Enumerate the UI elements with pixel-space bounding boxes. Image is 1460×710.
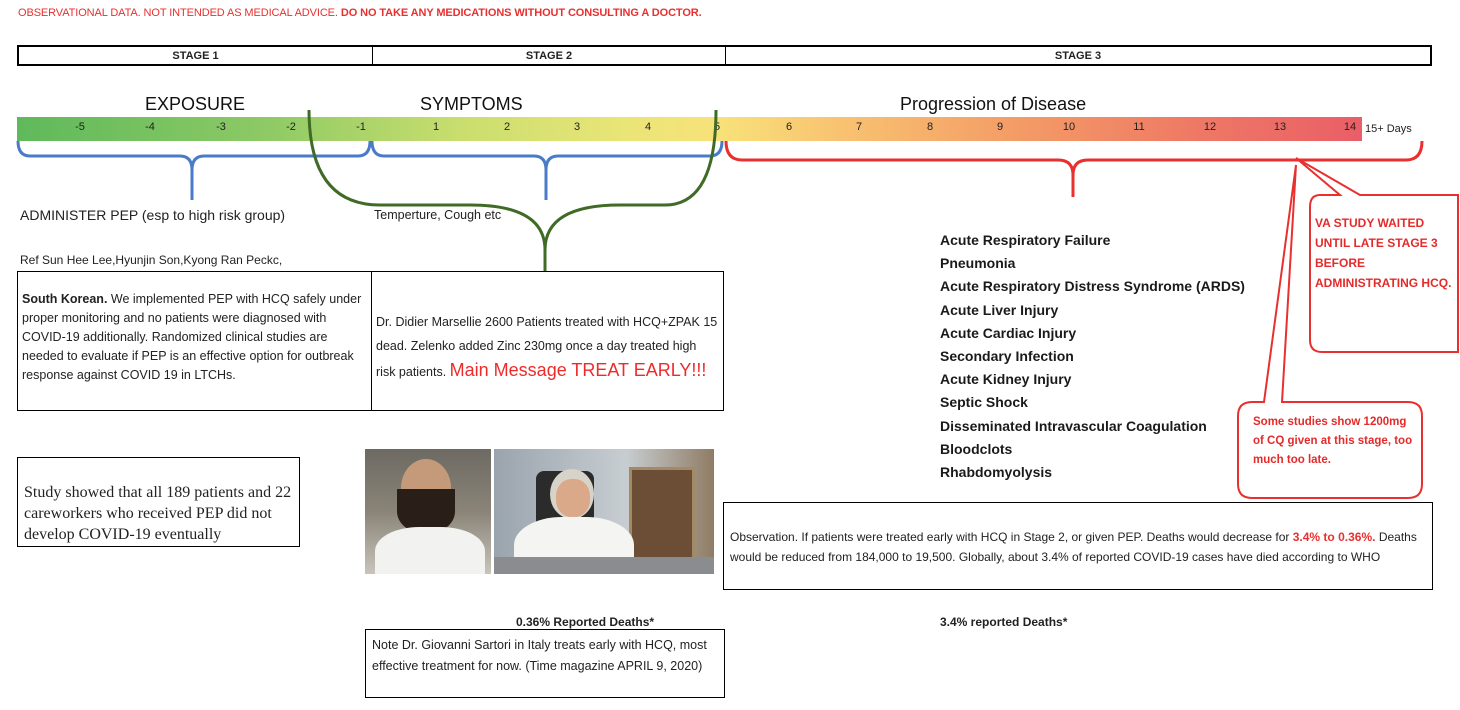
timeline-tick: 6 <box>785 121 793 133</box>
sartori-note-text: Note Dr. Giovanni Sartori in Italy treats early with HCQ, most effective treatment for now. (Time magazine APRIL 9, 2020) <box>372 638 707 673</box>
timeline-tick: 2 <box>503 121 511 133</box>
timeline-tick: 5 <box>713 121 721 133</box>
va-callout-text: VA STUDY WAITED UNTIL LATE STAGE 3 BEFORE ADMINISTRATING HCQ. <box>1315 216 1452 290</box>
condition-item: Acute Liver Injury <box>940 301 1059 318</box>
observation-highlight: 3.4% to 0.36%. <box>1292 530 1376 544</box>
reference-authors: Ref Sun Hee Lee,Hyunjin Son,Kyong Ran Peckc, <box>20 253 283 267</box>
administer-pep-label: ADMINISTER PEP (esp to high risk group) <box>20 207 286 223</box>
condition-item: Acute Kidney Injury <box>940 371 1072 388</box>
observation-text-before: Observation. If patients were treated early with HCQ in Stage 2, or given PEP. Deaths would decrease for <box>730 530 1290 544</box>
phase-progression: Progression of Disease <box>900 94 1087 114</box>
disclaimer-bold: DO NO TAKE ANY MEDICATIONS WITHOUT CONSULTING A DOCTOR. <box>340 7 702 19</box>
marseille-text: Dr. Didier Marsellie 2600 Patients treated with HCQ+ZPAK 15 dead. Zelenko added Zinc 230mg once a day treated high risk patients. <box>376 315 718 379</box>
sartori-note-box <box>365 629 725 698</box>
stage-3-header: STAGE 3 <box>1054 49 1102 62</box>
phase-symptoms: SYMPTOMS <box>420 94 523 114</box>
stage-1-bracket <box>18 141 370 200</box>
stage-1-header: STAGE 1 <box>19 47 373 64</box>
timeline-tick: 4 <box>644 121 652 133</box>
marseille-box <box>371 271 724 411</box>
timeline-tick: 12 <box>1203 121 1217 133</box>
south-korea-text: We implemented PEP with HCQ safely under proper monitoring and no patients were diagnosed with COVID-19 additionally. Randomized clinical studies are needed to evaluate if PEP is an effective option for outbreak response against COVID 19 in LTCHs. <box>22 292 362 382</box>
disclaimer-normal: OBSERVATIONAL DATA. NOT INTENDED AS MEDICAL ADVICE. <box>18 7 338 19</box>
timeline-tick: 14 <box>1343 121 1357 133</box>
stage-3-bracket <box>726 141 1422 197</box>
timeline-tick: -5 <box>75 121 85 133</box>
condition-item: Acute Respiratory Distress Syndrome (ARDS) <box>940 278 1245 295</box>
condition-item: Disseminated Intravascular Coagulation <box>940 417 1207 434</box>
timeline-tick: 8 <box>926 121 934 133</box>
condition-item: Secondary Infection <box>940 348 1074 365</box>
study-box <box>17 457 300 547</box>
cq-callout-text: Some studies show 1200mg of CQ given at this stage, too much too late. <box>1253 416 1413 466</box>
stage-2-bracket <box>372 141 722 200</box>
phase-exposure: EXPOSURE <box>145 94 246 114</box>
south-korea-heading: South Korean. <box>22 292 108 306</box>
timeline-tick: 13 <box>1273 121 1287 133</box>
timeline-tick: 11 <box>1133 121 1145 133</box>
condition-item: Bloodclots <box>940 440 1013 457</box>
timeline-tick: 9 <box>996 121 1004 133</box>
timeline-tick: 3 <box>573 121 581 133</box>
timeline-tick: -3 <box>216 121 226 133</box>
timeline-tick: 7 <box>855 121 863 133</box>
timeline-tick: -1 <box>356 121 366 133</box>
observation-box <box>723 502 1433 590</box>
timeline-end-label: 15+ Days <box>1365 123 1412 135</box>
stage-2-header: STAGE 2 <box>373 47 726 64</box>
condition-item: Acute Respiratory Failure <box>940 232 1111 248</box>
condition-item: Pneumonia <box>940 255 1016 272</box>
condition-item: Rhabdomyolysis <box>940 464 1053 481</box>
doctor-photo-2 <box>494 449 714 574</box>
study-text: Study showed that all 189 patients and 22 careworkers who received PEP did not develop COVID-19 eventually <box>24 484 292 543</box>
timeline-tick: -4 <box>145 121 155 133</box>
main-message: Main Message TREAT EARLY!!! <box>449 360 707 380</box>
south-korea-box <box>17 271 372 411</box>
condition-item: Acute Cardiac Injury <box>940 324 1077 341</box>
timeline-tick: -2 <box>286 121 296 133</box>
stage-3-deaths: 3.4% reported Deaths* <box>940 615 1068 629</box>
timeline-tick: 10 <box>1062 121 1076 133</box>
doctor-photo-1 <box>365 449 491 574</box>
timeline-tick: 1 <box>432 121 440 133</box>
stage-2-deaths: 0.36% Reported Deaths* <box>516 615 655 629</box>
condition-item: Septic Shock <box>940 394 1028 411</box>
observation-text-after: Deaths would be reduced from 184,000 to 19,500. Globally, about 3.4% of reported COVID-19 cases have died according to WHO <box>730 530 1417 564</box>
disease-conditions-list <box>940 229 1245 484</box>
symptoms-description: Temperture, Cough etc <box>374 208 502 222</box>
